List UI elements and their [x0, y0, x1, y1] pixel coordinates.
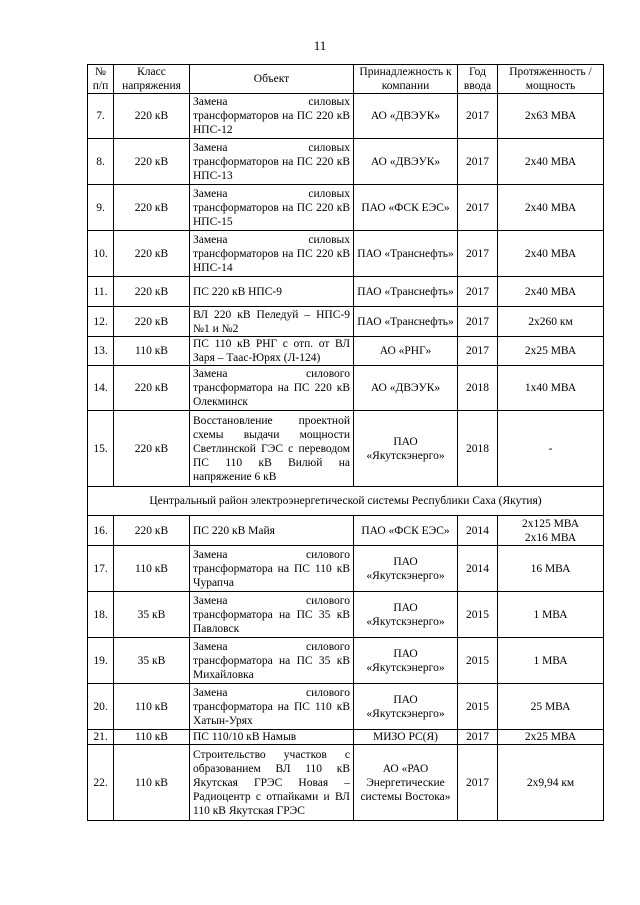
- cell-num: 9.: [88, 185, 114, 231]
- header-year: Год ввода: [458, 65, 498, 94]
- cell-capacity: 1 МВА: [498, 638, 604, 684]
- cell-voltage: 110 кВ: [114, 730, 190, 745]
- cell-capacity: 2х25 МВА: [498, 730, 604, 745]
- cell-owner: АО «РНГ»: [354, 337, 458, 366]
- cell-capacity: 1х40 МВА: [498, 366, 604, 411]
- cell-capacity: 2х40 МВА: [498, 277, 604, 307]
- cell-owner: ПАО «Транснефть»: [354, 277, 458, 307]
- cell-num: 13.: [88, 337, 114, 366]
- cell-owner: ПАО «Транснефть»: [354, 307, 458, 337]
- cell-year: 2015: [458, 684, 498, 730]
- capacity-line: 2х125 МВА: [521, 517, 580, 530]
- cell-object: Замена силовых трансформаторов на ПС 220 кВ НПС-14: [190, 231, 354, 277]
- cell-capacity: -: [498, 411, 604, 487]
- cell-voltage: 110 кВ: [114, 337, 190, 366]
- table-row: [88, 307, 604, 337]
- cell-voltage: 110 кВ: [114, 546, 190, 592]
- cell-voltage: 220 кВ: [114, 411, 190, 487]
- cell-num: 20.: [88, 684, 114, 730]
- cell-year: 2018: [458, 411, 498, 487]
- cell-object: Восстановление проектной схемы выдачи мощности Светлинской ГЭС с переводом ПС 110 кВ Вилюй на напряжение 6 кВ: [190, 411, 354, 487]
- cell-object: Замена силового трансформатора на ПС 110 кВ Хатын-Урях: [190, 684, 354, 730]
- table-row: [88, 231, 604, 277]
- table-row: [88, 684, 604, 730]
- cell-voltage: 110 кВ: [114, 745, 190, 821]
- cell-year: 2017: [458, 277, 498, 307]
- table-header-row: [88, 65, 604, 94]
- region-heading-row: [88, 487, 604, 516]
- cell-year: 2017: [458, 337, 498, 366]
- header-capacity: Протяженность / мощность: [498, 65, 604, 94]
- cell-voltage: 35 кВ: [114, 592, 190, 638]
- projects-table: [87, 64, 604, 821]
- cell-year: 2014: [458, 516, 498, 546]
- cell-object: ВЛ 220 кВ Пеледуй – НПС-9 №1 и №2: [190, 307, 354, 337]
- cell-num: 10.: [88, 231, 114, 277]
- table-row: [88, 277, 604, 307]
- cell-owner: МИЗО РС(Я): [354, 730, 458, 745]
- header-voltage: Класс напряжения: [114, 65, 190, 94]
- cell-year: 2015: [458, 592, 498, 638]
- cell-num: 14.: [88, 366, 114, 411]
- cell-owner: ПАО «Транснефть»: [354, 231, 458, 277]
- cell-num: 11.: [88, 277, 114, 307]
- cell-object: Замена силового трансформатора на ПС 110 кВ Чурапча: [190, 546, 354, 592]
- cell-num: 22.: [88, 745, 114, 821]
- cell-year: 2018: [458, 366, 498, 411]
- table-row: [88, 94, 604, 139]
- cell-capacity: 2х40 МВА: [498, 231, 604, 277]
- page-number: 11: [313, 38, 327, 53]
- cell-owner: АО «ДВЭУК»: [354, 139, 458, 185]
- cell-object: ПС 220 кВ НПС-9: [190, 277, 354, 307]
- cell-owner: ПАО «Якутскэнерго»: [354, 592, 458, 638]
- cell-object: Замена силовых трансформаторов на ПС 220 кВ НПС-15: [190, 185, 354, 231]
- cell-year: 2015: [458, 638, 498, 684]
- table-row: [88, 592, 604, 638]
- cell-num: 21.: [88, 730, 114, 745]
- cell-capacity: 2х25 МВА: [498, 337, 604, 366]
- header-num: № п/п: [88, 65, 114, 94]
- cell-object: ПС 110 кВ РНГ с отп. от ВЛ Заря – Таас-Юрях (Л-124): [190, 337, 354, 366]
- cell-capacity: 2х40 МВА: [498, 139, 604, 185]
- cell-year: 2017: [458, 185, 498, 231]
- cell-num: 15.: [88, 411, 114, 487]
- cell-capacity: 16 МВА: [498, 546, 604, 592]
- cell-object: Строительство участков с образованием ВЛ 110 кВ Якутская ГРЭС Новая – Радиоцентр с отпайками и ВЛ 110 кВ Якутская ГРЭС: [190, 745, 354, 821]
- cell-num: 16.: [88, 516, 114, 546]
- capacity-line: 2х16 МВА: [524, 531, 577, 544]
- cell-capacity: 2х260 км: [498, 307, 604, 337]
- cell-voltage: 220 кВ: [114, 277, 190, 307]
- cell-owner: АО «ДВЭУК»: [354, 366, 458, 411]
- cell-voltage: 220 кВ: [114, 185, 190, 231]
- cell-num: 17.: [88, 546, 114, 592]
- cell-voltage: 220 кВ: [114, 516, 190, 546]
- cell-voltage: 35 кВ: [114, 638, 190, 684]
- cell-object: Замена силового трансформатора на ПС 35 кВ Павловск: [190, 592, 354, 638]
- cell-num: 8.: [88, 139, 114, 185]
- table-row: [88, 139, 604, 185]
- cell-year: 2017: [458, 745, 498, 821]
- cell-voltage: 220 кВ: [114, 94, 190, 139]
- cell-object: Замена силового трансформатора на ПС 220 кВ Олекминск: [190, 366, 354, 411]
- cell-year: 2017: [458, 139, 498, 185]
- cell-capacity: 25 МВА: [498, 684, 604, 730]
- cell-owner: ПАО «ФСК ЕЭС»: [354, 185, 458, 231]
- cell-voltage: 220 кВ: [114, 366, 190, 411]
- header-object: Объект: [190, 65, 354, 94]
- cell-owner: ПАО «Якутскэнерго»: [354, 638, 458, 684]
- cell-owner: АО «ДВЭУК»: [354, 94, 458, 139]
- cell-object: ПС 110/10 кВ Намыв: [190, 730, 354, 745]
- cell-year: 2017: [458, 94, 498, 139]
- cell-num: 19.: [88, 638, 114, 684]
- cell-owner: ПАО «Якутскэнерго»: [354, 411, 458, 487]
- cell-year: 2017: [458, 730, 498, 745]
- cell-owner: ПАО «ФСК ЕЭС»: [354, 516, 458, 546]
- table-row: [88, 516, 604, 546]
- cell-year: 2014: [458, 546, 498, 592]
- cell-owner: ПАО «Якутскэнерго»: [354, 546, 458, 592]
- header-owner: Принадлежность к компании: [354, 65, 458, 94]
- cell-num: 7.: [88, 94, 114, 139]
- table-row: [88, 546, 604, 592]
- cell-object: Замена силового трансформатора на ПС 35 кВ Михайловка: [190, 638, 354, 684]
- cell-capacity: [498, 516, 604, 546]
- cell-num: 18.: [88, 592, 114, 638]
- region-heading: Центральный район электроэнергетической системы Республики Саха (Якутия): [88, 487, 604, 516]
- cell-owner: ПАО «Якутскэнерго»: [354, 684, 458, 730]
- cell-capacity: 1 МВА: [498, 592, 604, 638]
- table-row: [88, 411, 604, 487]
- cell-voltage: 110 кВ: [114, 684, 190, 730]
- cell-capacity: 2х9,94 км: [498, 745, 604, 821]
- cell-owner: АО «РАО Энергетические системы Востока»: [354, 745, 458, 821]
- table-row: [88, 366, 604, 411]
- cell-voltage: 220 кВ: [114, 307, 190, 337]
- cell-object: ПС 220 кВ Майя: [190, 516, 354, 546]
- cell-capacity: 2х63 МВА: [498, 94, 604, 139]
- cell-object: Замена силовых трансформаторов на ПС 220 кВ НПС-12: [190, 94, 354, 139]
- cell-capacity: 2х40 МВА: [498, 185, 604, 231]
- cell-voltage: 220 кВ: [114, 231, 190, 277]
- cell-year: 2017: [458, 307, 498, 337]
- table-row: [88, 730, 604, 745]
- table-row: [88, 337, 604, 366]
- cell-num: 12.: [88, 307, 114, 337]
- cell-object: Замена силовых трансформаторов на ПС 220 кВ НПС-13: [190, 139, 354, 185]
- cell-year: 2017: [458, 231, 498, 277]
- table-row: [88, 745, 604, 821]
- cell-voltage: 220 кВ: [114, 139, 190, 185]
- table-row: [88, 185, 604, 231]
- table-row: [88, 638, 604, 684]
